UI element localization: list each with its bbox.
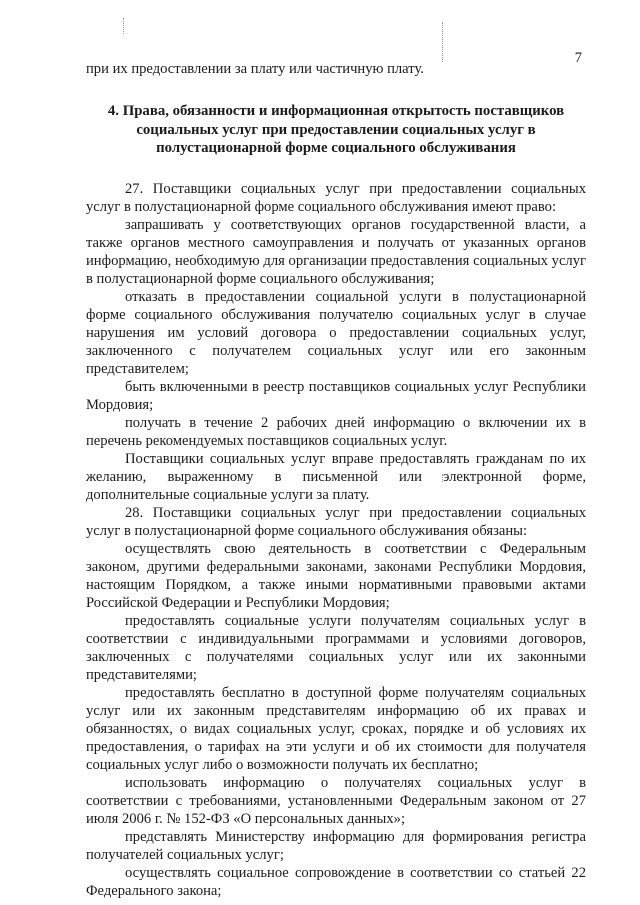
paragraph: предоставлять социальные услуги получателям социальных услуг в соответствии с индивидуальными программами и условиями договоров, заключенных с получателями социальных услуг или их законными представителями;: [86, 612, 586, 683]
paragraph: использовать информацию о получателях социальных услуг в соответствии с требованиями, установленными Федеральным законом от 27 июля 2006 г. № 152-ФЗ «О персональных данных»;: [86, 774, 586, 827]
scan-artifact: [442, 22, 444, 62]
paragraph: осуществлять социальное сопровождение в соответствии со статьей 22 Федерального закона;: [86, 864, 586, 899]
paragraph: Поставщики социальных услуг вправе предоставлять гражданам по их желанию, выраженному в письменной или электронной форме, дополнительные социальные услуги за плату.: [86, 450, 586, 503]
paragraph: осуществлять свою деятельность в соответствии с Федеральным законом, другими федеральными законами, законами Республики Мордовия, настоящим Порядком, а также иными нормативными правовыми актами Российской Федерации и Республики Мордовия;: [86, 540, 586, 611]
paragraph: представлять Министерству информацию для формирования регистра получателей социальных услуг;: [86, 828, 586, 863]
paragraph: запрашивать у соответствующих органов государственной власти, а также органов местного самоуправления и получать от указанных органов информацию, необходимую для организации предоставления социальных услуг в полустационарной форме социального обслуживания;: [86, 216, 586, 287]
paragraph: предоставлять бесплатно в доступной форме получателям социальных услуг или их законным представителям информацию об их правах и обязанностях, о видах социальных услуг, сроках, порядке и об условиях их предоставления, о тарифах на эти услуги и об их стоимости для получателя социальных услуг либо о возможности получать их бесплатно;: [86, 684, 586, 773]
section-title: 4. Права, обязанности и информационная открытость поставщиков социальных услуг при предоставлении социальных услуг в полустационарной форме социального обслуживания: [107, 103, 565, 156]
paragraph: получать в течение 2 рабочих дней информацию о включении их в перечень рекомендуемых поставщиков социальных услуг.: [86, 414, 586, 449]
page-number: 7: [574, 50, 582, 66]
paragraph: отказать в предоставлении социальной услуги в полустационарной форме социального обслуживания получателю социальных услуг в случае нарушения им условий договора о предоставлении социальных услуг, заключенного с получателем социальных услуг или его законным представителем;: [86, 288, 586, 377]
document-body: [86, 60, 586, 900]
paragraph: 28. Поставщики социальных услуг при предоставлении социальных услуг в полустационарной форме социального обслуживания обязаны:: [86, 504, 586, 539]
paragraph: быть включенными в реестр поставщиков социальных услуг Республики Мордовия;: [86, 378, 586, 413]
scan-artifact: [123, 18, 125, 34]
paragraph: 27. Поставщики социальных услуг при предоставлении социальных услуг в полустационарной форме социального обслуживания имеют право:: [86, 180, 586, 215]
continuation-line: при их предоставлении за плату или частичную плату.: [86, 61, 424, 77]
